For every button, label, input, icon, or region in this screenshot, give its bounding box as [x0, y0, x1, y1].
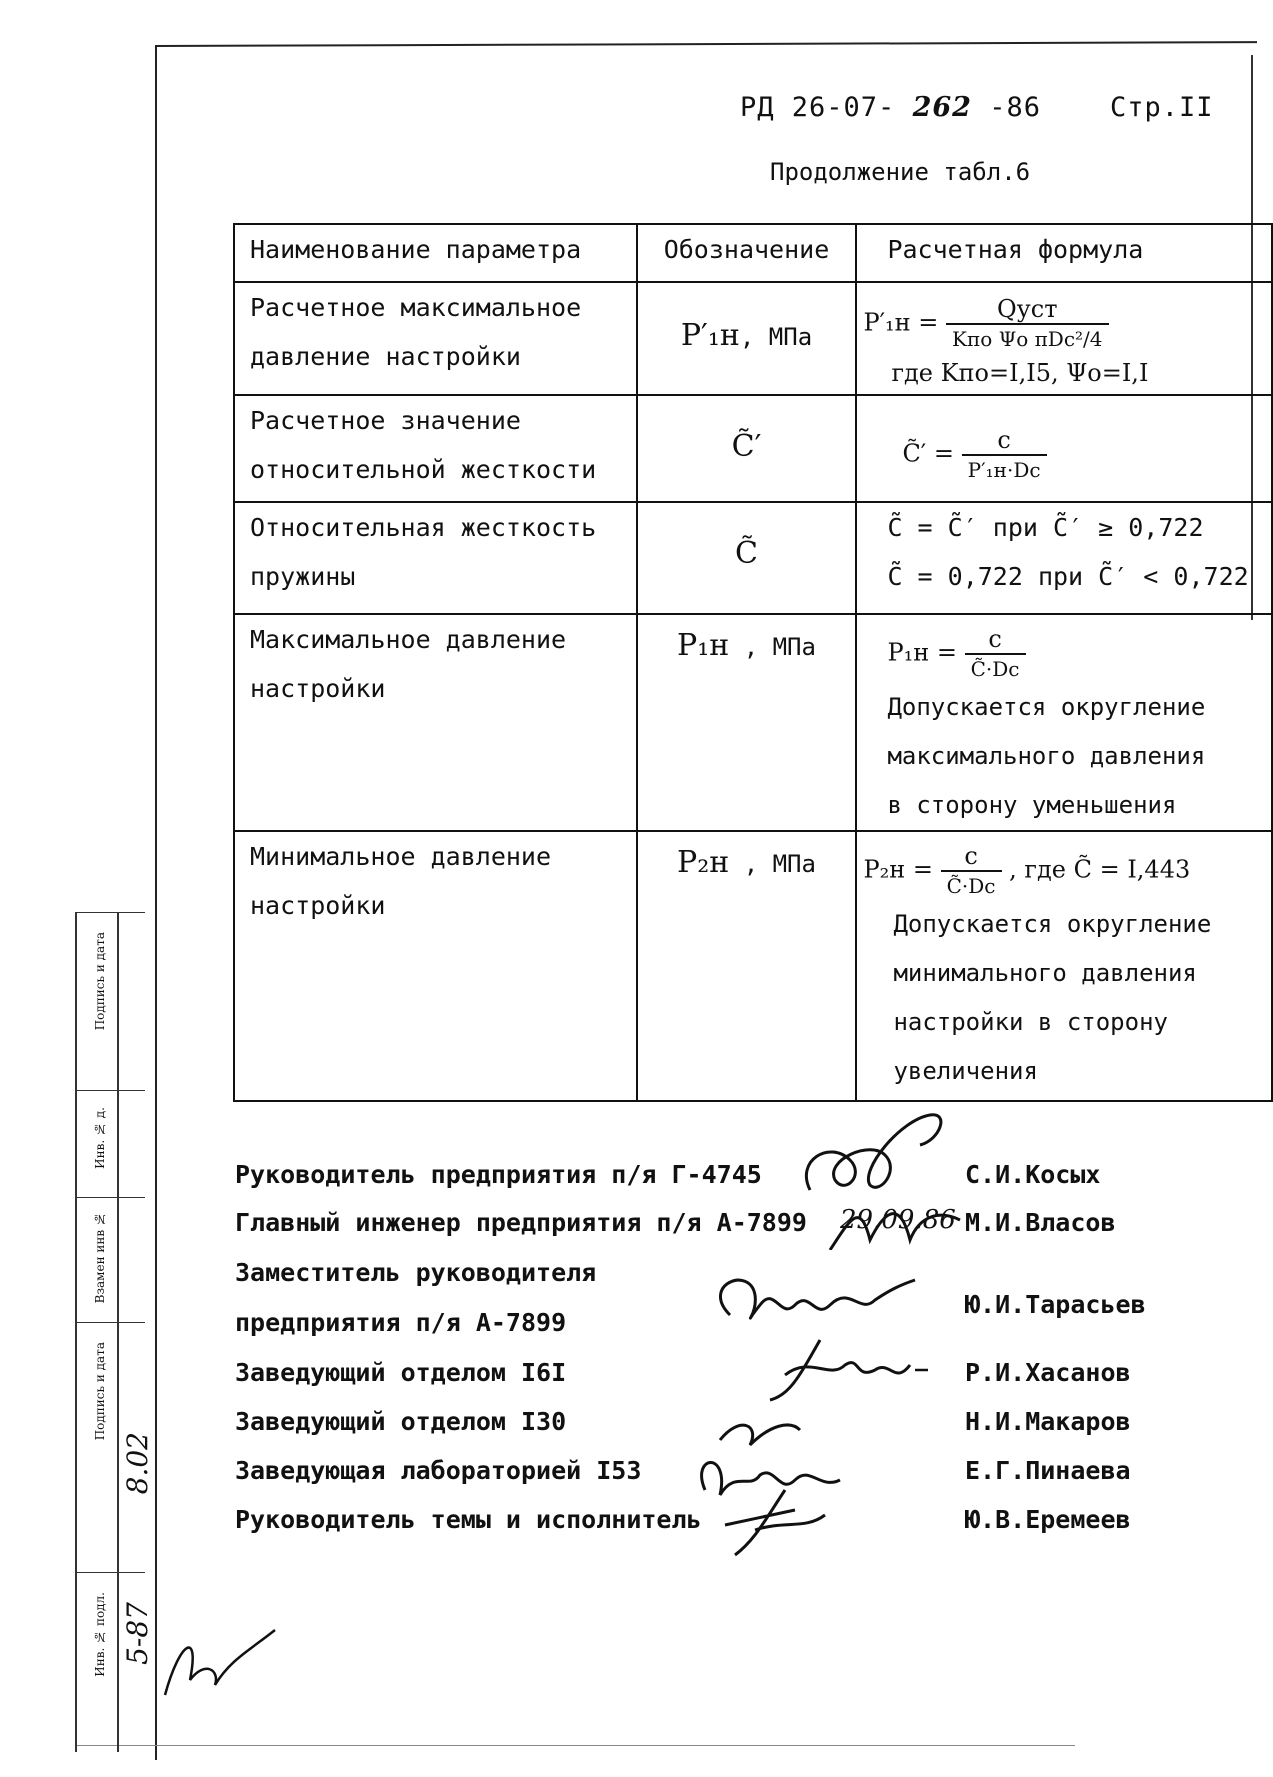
formula-lhs: P₁н =	[887, 638, 957, 667]
signature-name: Е.Г.Пинаева	[965, 1456, 1131, 1485]
param-unit: , МПа	[739, 323, 813, 351]
page-number: Стр.II	[1110, 92, 1214, 123]
signature-role: Главный инженер предприятия п/я А-7899	[235, 1208, 807, 1237]
table-row	[234, 831, 1272, 1101]
handwritten-signature	[160, 1600, 280, 1710]
formula-fraction	[946, 295, 1108, 353]
signature-role: предприятия п/я А-7899	[235, 1308, 567, 1337]
formula-lhs: C̃′ =	[902, 439, 954, 468]
formula-note: Допускается округление максимального давления в сторону уменьшения	[887, 693, 1206, 819]
formula-lhs: P₂н =	[863, 855, 933, 884]
signature-name: Ю.В.Еремеев	[965, 1505, 1131, 1534]
header-parameter-name: Наименование параметра	[234, 224, 637, 282]
table-continuation-label: Продолжение табл.6	[770, 158, 1031, 186]
formula	[863, 842, 1271, 900]
param-symbol: C̃	[735, 536, 758, 571]
signature-role: Заведующая лабораторией I53	[235, 1456, 642, 1485]
param-name: Относительная жесткость пружины	[250, 513, 597, 591]
stamp-label: Подпись и дата	[93, 1342, 107, 1441]
param-symbol: P₁н	[677, 628, 730, 663]
table-row	[234, 614, 1272, 831]
formula	[902, 426, 1271, 484]
formula-lhs: P′₁н =	[863, 308, 939, 337]
parameters-table	[233, 223, 1273, 1102]
formula-denominator: C̃·Dс	[946, 874, 996, 898]
signature-role: Заведующий отделом I6I	[235, 1358, 567, 1387]
formula-fraction	[965, 625, 1026, 683]
stamp-label: Инв. № д.	[93, 1107, 107, 1169]
formula-numerator: c	[965, 625, 1026, 655]
stamp-cell-divider	[75, 1572, 145, 1573]
formula	[887, 625, 1271, 683]
stamp-cell-divider	[75, 1197, 145, 1198]
signature-name: Ю.И.Тарасьев	[965, 1290, 1146, 1319]
signature-role: Заведующий отделом I30	[235, 1407, 567, 1436]
formula-note: где Kпо=I,I5, Ψо=I,I	[891, 359, 1149, 387]
stamp-cell-divider	[75, 1322, 145, 1323]
stamp-cell-divider	[75, 1090, 145, 1091]
formula	[863, 295, 1271, 353]
formula-numerator: c	[962, 426, 1047, 456]
stamp-cell-divider	[75, 912, 145, 913]
signature-role: Руководитель предприятия п/я Г-4745	[235, 1160, 762, 1189]
signature-name: Р.И.Хасанов	[965, 1358, 1131, 1387]
formula-note: Допускается округление минимального давления настройки в сторону увеличения	[893, 910, 1212, 1085]
formula-numerator: Qуст	[946, 295, 1108, 325]
param-symbol: P₂н	[677, 845, 730, 880]
table-row	[234, 395, 1272, 502]
page-frame-left	[155, 45, 157, 1760]
document-header	[740, 92, 1214, 123]
table-row	[234, 282, 1272, 395]
param-name: Минимальное давление настройки	[250, 842, 552, 920]
table-row	[234, 502, 1272, 614]
param-name: Максимальное давление настройки	[250, 625, 567, 703]
handwritten-date: 29.09.86	[840, 1205, 956, 1235]
signature-role: Заместитель руководителя	[235, 1258, 597, 1287]
stamp-label: Инв. № подл.	[93, 1592, 107, 1677]
doc-code-prefix: РД 26-07-	[740, 92, 896, 123]
formula-line: C̃ = 0,722 при C̃′ < 0,722	[887, 562, 1249, 591]
formula-line: C̃ = C̃′ при C̃′ ≥ 0,722	[887, 513, 1204, 542]
doc-code-number: 262	[912, 92, 972, 123]
formula-fraction	[941, 842, 1002, 900]
handwritten-signature	[715, 1480, 835, 1560]
table-header-row	[234, 224, 1272, 282]
page-frame-top	[155, 41, 1257, 47]
header-formula: Расчетная формула	[856, 224, 1272, 282]
page-frame-bottom	[75, 1745, 1075, 1746]
inventory-stamp	[75, 912, 154, 1752]
signature-name: М.И.Власов	[965, 1208, 1116, 1237]
formula-numerator: c	[941, 842, 1002, 872]
stamp-label: Подпись и дата	[93, 932, 107, 1031]
stamp-border	[75, 912, 77, 1752]
signature-name: Н.И.Макаров	[965, 1407, 1131, 1436]
header-symbol: Обозначение	[637, 224, 857, 282]
formula-denominator: P′₁н·Dс	[967, 458, 1041, 482]
param-unit: , МПа	[729, 850, 816, 878]
param-unit: , МПа	[729, 633, 816, 661]
signature-role: Руководитель темы и исполнитель	[235, 1505, 702, 1534]
stamp-label: Взамен инв №	[93, 1212, 107, 1304]
param-symbol: C̃′	[731, 429, 762, 464]
handwritten-signature	[700, 1265, 930, 1335]
stamp-divider	[117, 912, 119, 1752]
formula-fraction	[962, 426, 1047, 484]
doc-code-suffix: -86	[989, 92, 1041, 123]
formula-tail: , где C̃ = I,443	[1009, 855, 1191, 884]
signature-name: С.И.Косых	[965, 1160, 1101, 1189]
handwritten-signature	[790, 1100, 970, 1250]
formula-denominator: Kпо Ψо πDс²/4	[952, 327, 1103, 351]
formula-denominator: C̃·Dс	[970, 657, 1020, 681]
param-name: Расчетное значение относительной жесткости	[250, 406, 597, 484]
param-symbol: P′₁н	[680, 318, 740, 353]
handwritten-stamp-date: 8.02	[121, 1432, 154, 1495]
handwritten-inventory-number: 5-87	[121, 1602, 154, 1665]
param-name: Расчетное максимальное давление настройки	[250, 293, 582, 371]
